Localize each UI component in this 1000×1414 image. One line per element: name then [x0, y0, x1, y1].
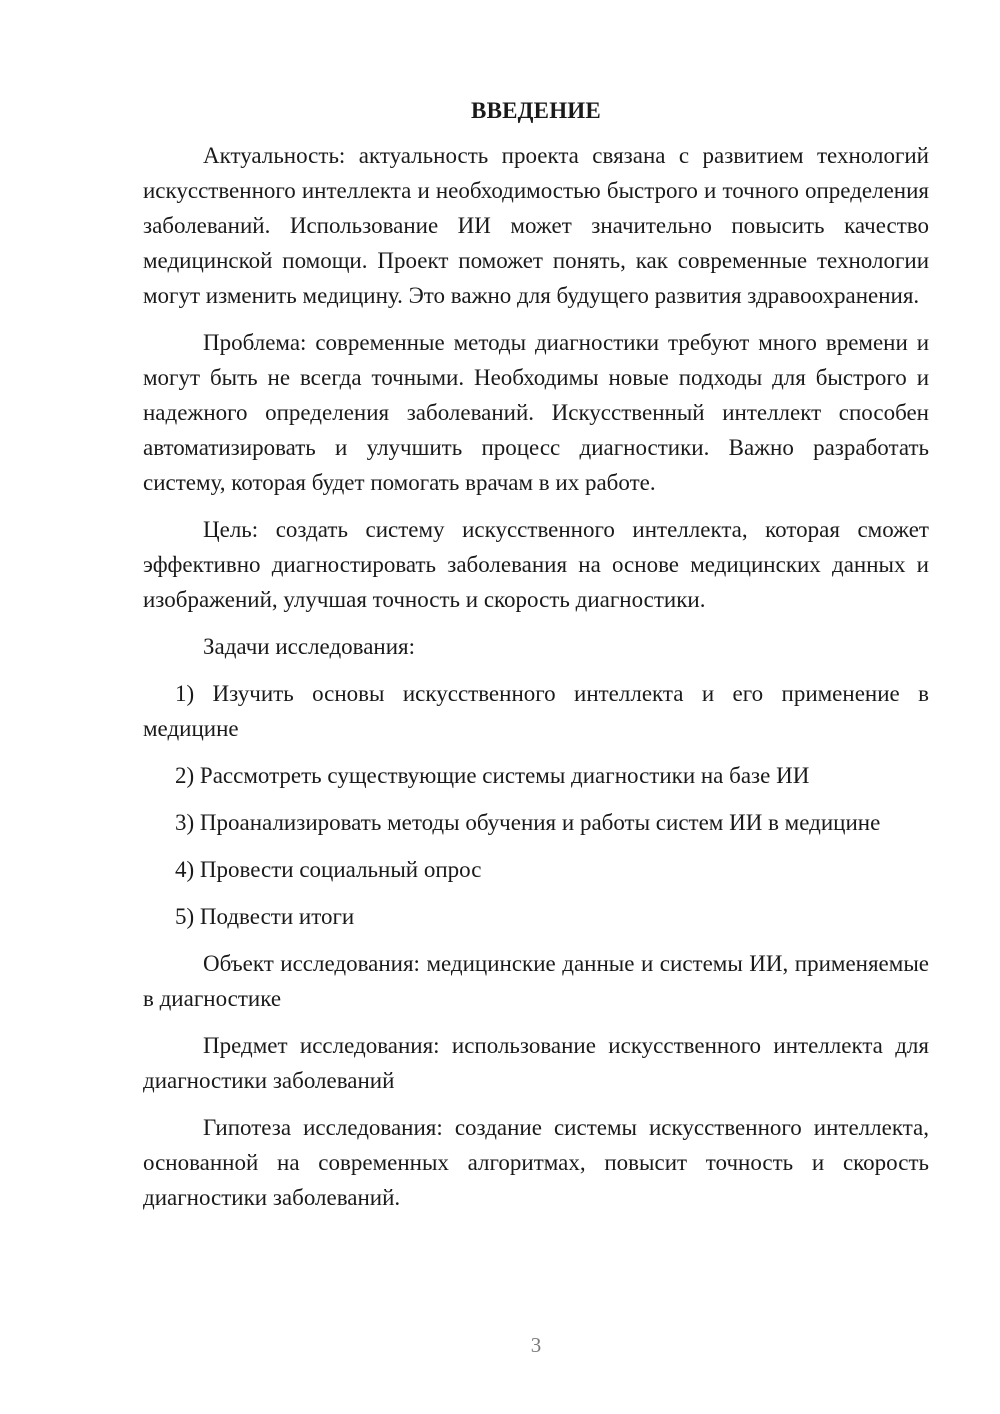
page-content	[143, 96, 929, 1227]
paragraph-relevance: Актуальность: актуальность проекта связана с развитием технологий искусственного интеллекта и необходимостью быстрого и точного определения заболеваний. Использование ИИ может значительно повысить качество медицинской помощи. Проект поможет понять, как современные технологии могут изменить медицину. Это важно для будущего развития здравоохранения.	[143, 143, 929, 308]
task-item-5: 5) Подвести итоги	[175, 904, 355, 929]
section-title: ВВЕДЕНИЕ	[471, 98, 601, 123]
task-item-3: 3) Проанализировать методы обучения и работы систем ИИ в медицине	[175, 810, 881, 835]
task-item-1: 1) Изучить основы искусственного интеллекта и его применение в медицине	[143, 681, 929, 741]
paragraph-problem: Проблема: современные методы диагностики требуют много времени и могут быть не всегда точными. Необходимы новые подходы для быстрого и надежного определения заболеваний. Искусственный интеллект способен автоматизировать и улучшить процесс диагностики. Важно разработать систему, которая будет помогать врачам в их работе.	[143, 330, 929, 495]
paragraph-goal: Цель: создать систему искусственного интеллекта, которая сможет эффективно диагностировать заболевания на основе медицинских данных и изображений, улучшая точность и скорость диагностики.	[143, 517, 929, 612]
page-number: 3	[530, 1333, 542, 1357]
task-item-2: 2) Рассмотреть существующие системы диагностики на базе ИИ	[175, 763, 810, 788]
paragraph-subject: Предмет исследования: использование искусственного интеллекта для диагностики заболеваний	[143, 1033, 929, 1093]
task-item-4: 4) Провести социальный опрос	[175, 857, 482, 882]
paragraph-hypothesis: Гипотеза исследования: создание системы искусственного интеллекта, основанной на современных алгоритмах, повысит точность и скорость диагностики заболеваний.	[143, 1115, 929, 1210]
paragraph-tasks-heading: Задачи исследования:	[203, 634, 416, 659]
paragraph-object: Объект исследования: медицинские данные и системы ИИ, применяемые в диагностике	[143, 951, 929, 1011]
